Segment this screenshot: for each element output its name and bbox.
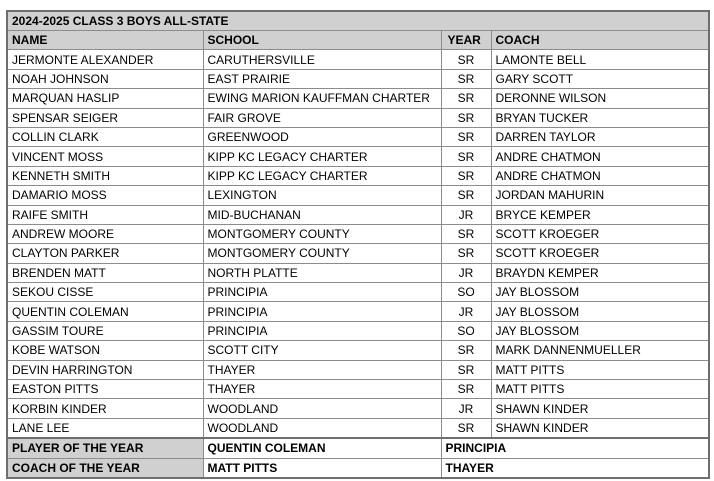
school-cell: SCOTT CITY	[203, 341, 441, 360]
year-cell: SR	[441, 186, 491, 205]
school-cell: MONTGOMERY COUNTY	[203, 244, 441, 263]
table-row	[7, 89, 709, 108]
coach-cell: BRAYDN KEMPER	[491, 263, 709, 282]
header-name: NAME	[7, 31, 203, 50]
coach-cell: SCOTT KROEGER	[491, 224, 709, 243]
school-cell: KIPP KC LEGACY CHARTER	[203, 166, 441, 185]
player-name-cell: BRENDEN MATT	[7, 263, 203, 282]
table-title: 2024-2025 CLASS 3 BOYS ALL-STATE	[7, 11, 709, 31]
coach-cell: JAY BLOSSOM	[491, 283, 709, 302]
table-row	[7, 108, 709, 127]
table-row	[7, 360, 709, 379]
school-cell: THAYER	[203, 360, 441, 379]
table-row	[7, 224, 709, 243]
player-name-cell: ANDREW MOORE	[7, 224, 203, 243]
coach-cell: MATT PITTS	[491, 360, 709, 379]
coach-cell: SHAWN KINDER	[491, 418, 709, 438]
coach-cell: DERONNE WILSON	[491, 89, 709, 108]
year-cell: SO	[441, 283, 491, 302]
year-cell: JR	[441, 205, 491, 224]
player-of-the-year-row	[7, 438, 709, 458]
school-cell: EWING MARION KAUFFMAN CHARTER	[203, 89, 441, 108]
header-school: SCHOOL	[203, 31, 441, 50]
year-cell: JR	[441, 263, 491, 282]
coach-of-the-year-name: MATT PITTS	[203, 458, 441, 478]
school-cell: NORTH PLATTE	[203, 263, 441, 282]
player-name-cell: GASSIM TOURE	[7, 321, 203, 340]
player-name-cell: EASTON PITTS	[7, 380, 203, 399]
year-cell: SR	[441, 380, 491, 399]
table-row	[7, 399, 709, 418]
school-cell: MID-BUCHANAN	[203, 205, 441, 224]
player-name-cell: VINCENT MOSS	[7, 147, 203, 166]
player-name-cell: MARQUAN HASLIP	[7, 89, 203, 108]
school-cell: LEXINGTON	[203, 186, 441, 205]
year-cell: SR	[441, 166, 491, 185]
school-cell: EAST PRAIRIE	[203, 69, 441, 88]
year-cell: SR	[441, 147, 491, 166]
coach-cell: JAY BLOSSOM	[491, 302, 709, 321]
header-coach: COACH	[491, 31, 709, 50]
school-cell: PRINCIPIA	[203, 283, 441, 302]
year-cell: JR	[441, 302, 491, 321]
year-cell: SR	[441, 341, 491, 360]
table-row	[7, 321, 709, 340]
year-cell: SR	[441, 108, 491, 127]
player-of-the-year-school: PRINCIPIA	[441, 438, 709, 458]
table-row	[7, 166, 709, 185]
table-row	[7, 127, 709, 146]
coach-cell: BRYCE KEMPER	[491, 205, 709, 224]
player-of-the-year-label: PLAYER OF THE YEAR	[7, 438, 203, 458]
coach-cell: ANDRE CHATMON	[491, 147, 709, 166]
year-cell: SO	[441, 321, 491, 340]
coach-cell: GARY SCOTT	[491, 69, 709, 88]
table-row	[7, 283, 709, 302]
player-name-cell: DAMARIO MOSS	[7, 186, 203, 205]
player-name-cell: COLLIN CLARK	[7, 127, 203, 146]
year-cell: SR	[441, 127, 491, 146]
player-name-cell: CLAYTON PARKER	[7, 244, 203, 263]
table-row	[7, 186, 709, 205]
school-cell: PRINCIPIA	[203, 302, 441, 321]
year-cell: SR	[441, 418, 491, 438]
table-row	[7, 244, 709, 263]
school-cell: WOODLAND	[203, 418, 441, 438]
year-cell: JR	[441, 399, 491, 418]
coach-cell: BRYAN TUCKER	[491, 108, 709, 127]
table-row	[7, 205, 709, 224]
player-name-cell: QUENTIN COLEMAN	[7, 302, 203, 321]
coach-of-the-year-school: THAYER	[441, 458, 709, 478]
school-cell: KIPP KC LEGACY CHARTER	[203, 147, 441, 166]
coach-cell: MATT PITTS	[491, 380, 709, 399]
table-row	[7, 380, 709, 399]
school-cell: WOODLAND	[203, 399, 441, 418]
school-cell: PRINCIPIA	[203, 321, 441, 340]
coach-of-the-year-row	[7, 458, 709, 478]
coach-cell: ANDRE CHATMON	[491, 166, 709, 185]
coach-cell: DARREN TAYLOR	[491, 127, 709, 146]
table-row	[7, 302, 709, 321]
table-row	[7, 50, 709, 69]
coach-cell: MARK DANNENMUELLER	[491, 341, 709, 360]
header-row	[7, 31, 709, 50]
player-name-cell: LANE LEE	[7, 418, 203, 438]
year-cell: SR	[441, 69, 491, 88]
coach-of-the-year-label: COACH OF THE YEAR	[7, 458, 203, 478]
coach-cell: JORDAN MAHURIN	[491, 186, 709, 205]
year-cell: SR	[441, 360, 491, 379]
year-cell: SR	[441, 50, 491, 69]
table-title-row	[7, 11, 709, 31]
player-name-cell: KOBE WATSON	[7, 341, 203, 360]
player-name-cell: NOAH JOHNSON	[7, 69, 203, 88]
school-cell: FAIR GROVE	[203, 108, 441, 127]
table-row	[7, 418, 709, 438]
table-row	[7, 69, 709, 88]
player-of-the-year-name: QUENTIN COLEMAN	[203, 438, 441, 458]
year-cell: SR	[441, 89, 491, 108]
player-name-cell: JERMONTE ALEXANDER	[7, 50, 203, 69]
table-row	[7, 341, 709, 360]
school-cell: GREENWOOD	[203, 127, 441, 146]
player-name-cell: RAIFE SMITH	[7, 205, 203, 224]
all-state-table	[6, 10, 710, 479]
coach-cell: LAMONTE BELL	[491, 50, 709, 69]
school-cell: THAYER	[203, 380, 441, 399]
coach-cell: SCOTT KROEGER	[491, 244, 709, 263]
year-cell: SR	[441, 244, 491, 263]
coach-cell: JAY BLOSSOM	[491, 321, 709, 340]
player-name-cell: KORBIN KINDER	[7, 399, 203, 418]
player-name-cell: SEKOU CISSE	[7, 283, 203, 302]
table-row	[7, 263, 709, 282]
player-name-cell: KENNETH SMITH	[7, 166, 203, 185]
coach-cell: SHAWN KINDER	[491, 399, 709, 418]
school-cell: CARUTHERSVILLE	[203, 50, 441, 69]
year-cell: SR	[441, 224, 491, 243]
player-name-cell: SPENSAR SEIGER	[7, 108, 203, 127]
school-cell: MONTGOMERY COUNTY	[203, 224, 441, 243]
header-year: YEAR	[441, 31, 491, 50]
player-name-cell: DEVIN HARRINGTON	[7, 360, 203, 379]
table-row	[7, 147, 709, 166]
